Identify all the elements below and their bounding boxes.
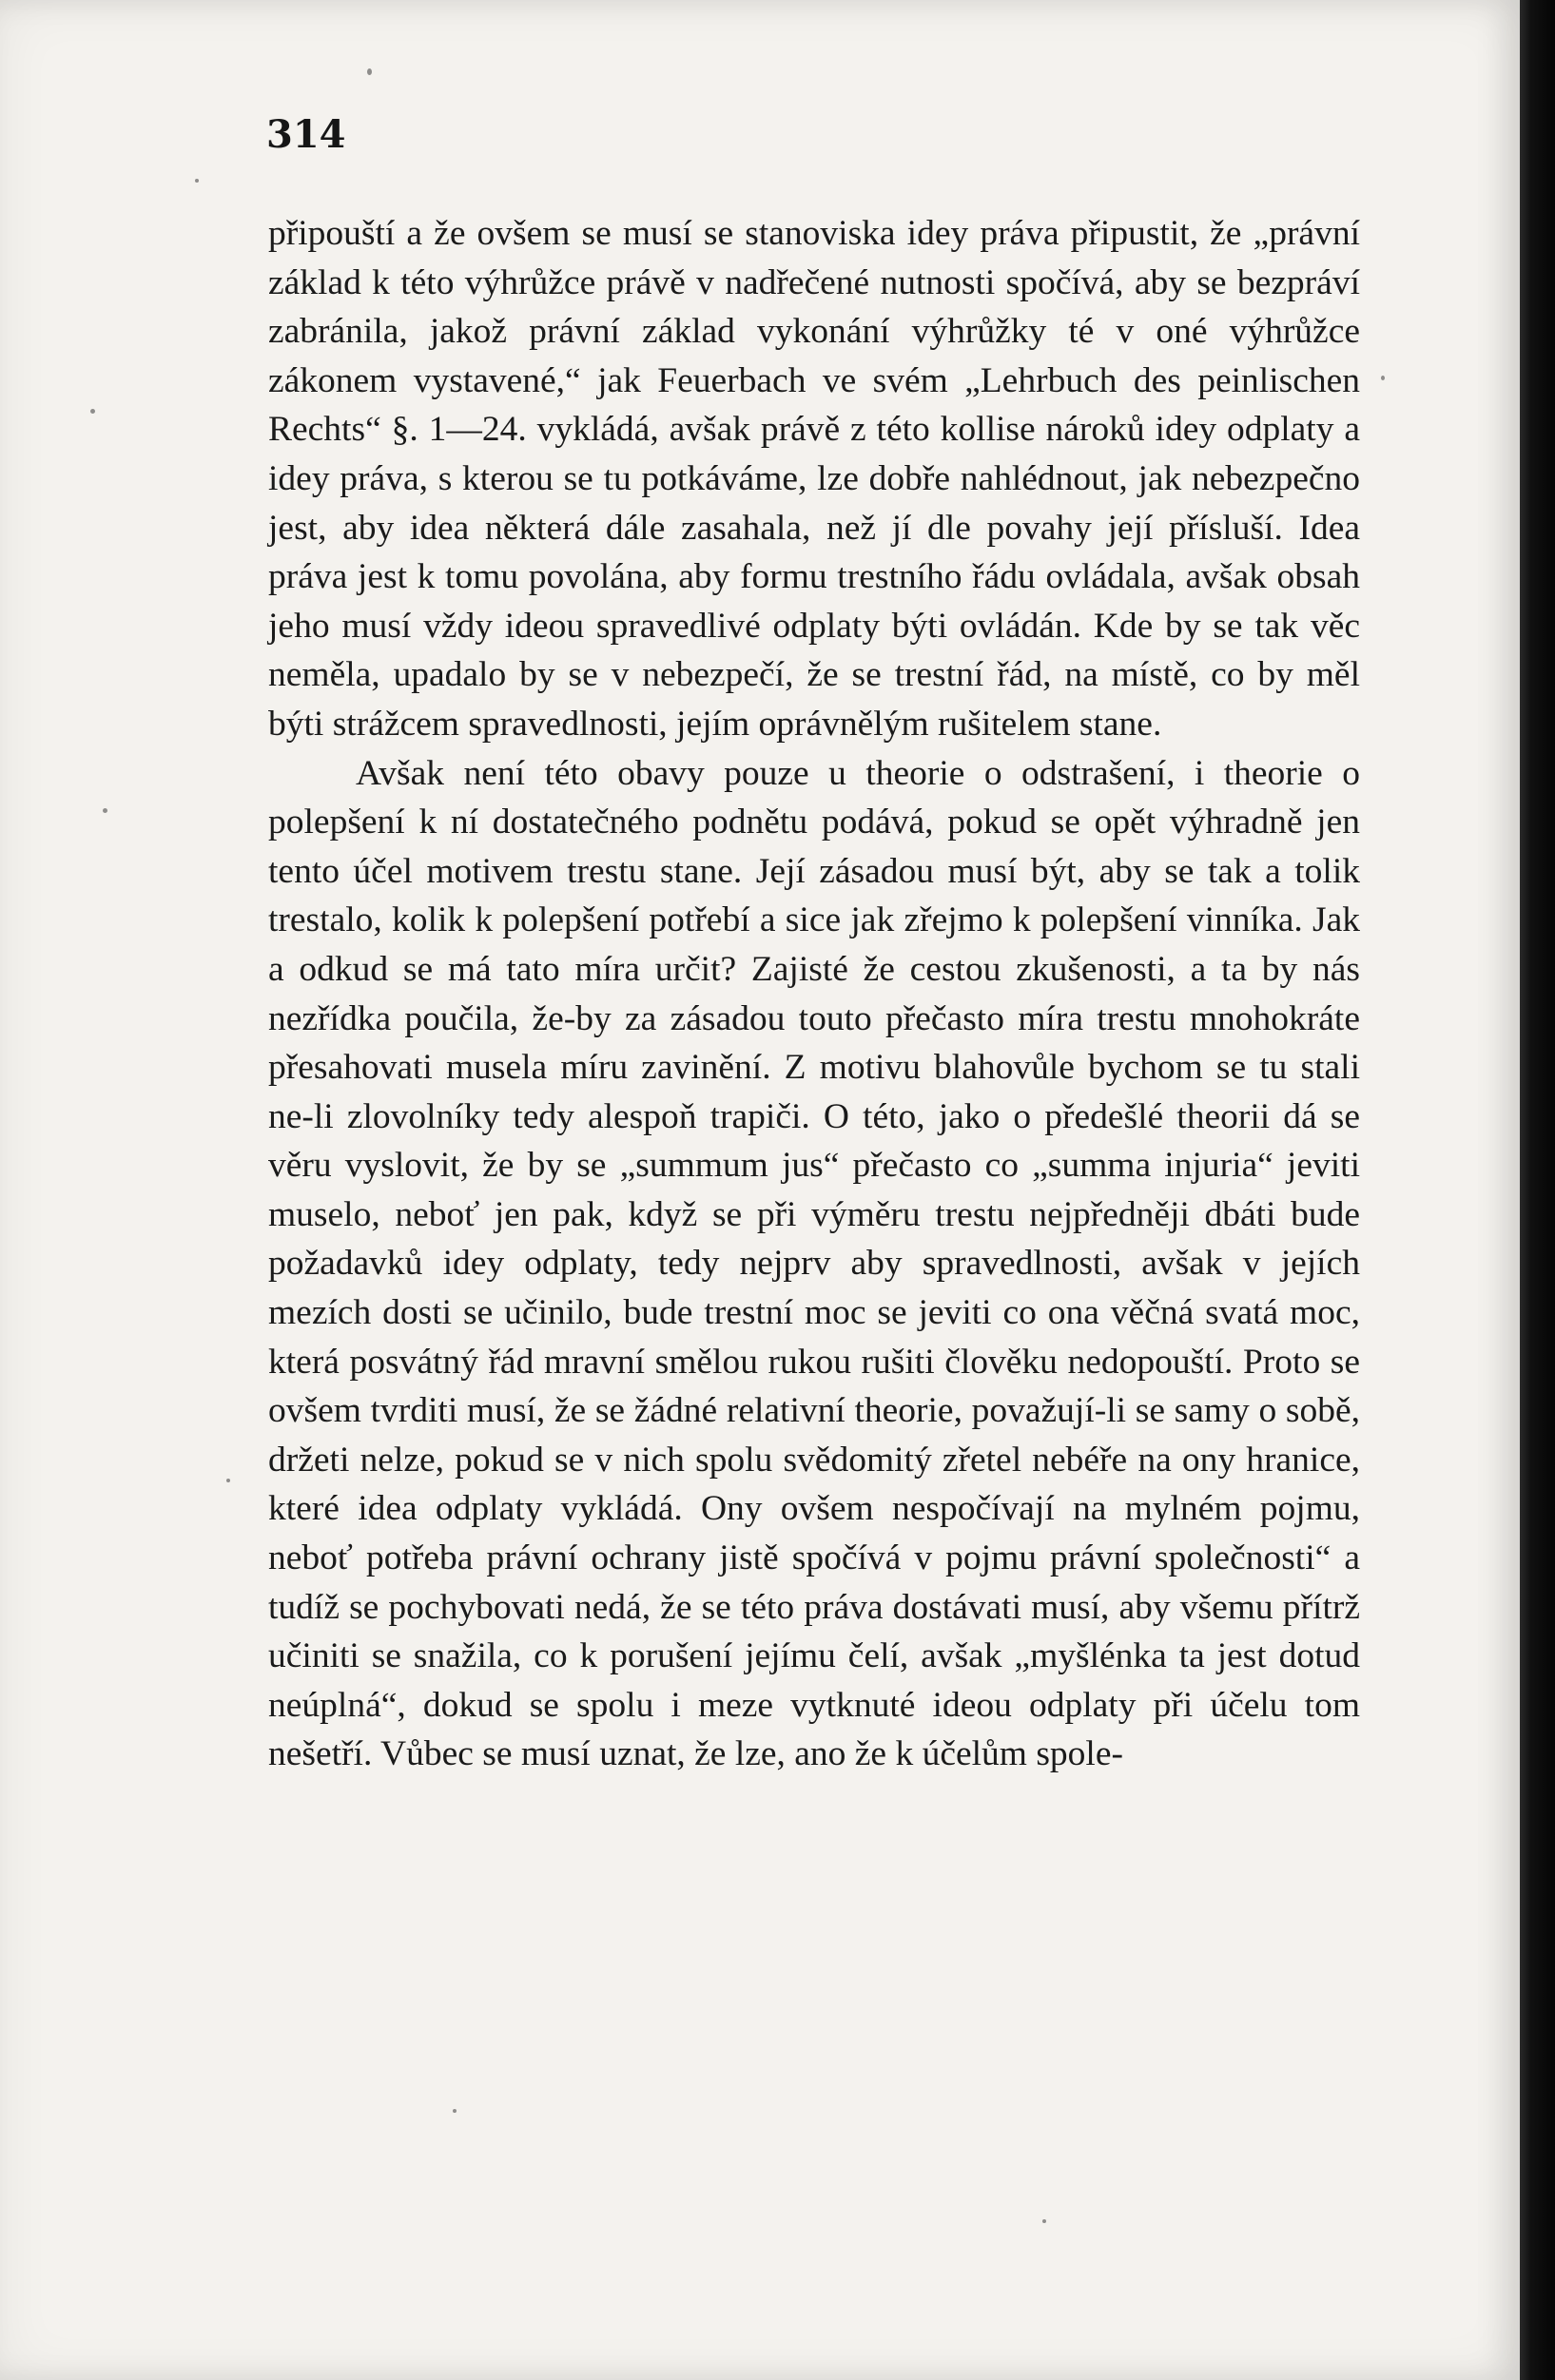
print-speck [90, 409, 95, 414]
page-edge [1520, 0, 1555, 2380]
print-speck [226, 1479, 230, 1482]
paragraph-2: Avšak není této obavy pouze u theorie o odstrašení, i theorie o polepšení k ní dostatečného podnětu podává, pokud se opět výhradně jen tento účel motivem trestu stane. Její zásadou musí být, aby se tak a tolik trestalo, kolik k polepšení potřebí a sice jak zřejmo k polepšení vinníka. Jak a odkud se má tato míra určit? Zajisté že cestou zkušenosti, a ta by nás nezřídka poučila, že-by za zásadou touto přečasto míra trestu mnohokráte přesahovati musela míru zavinění. Z motivu blahovůle bychom se tu stali ne-li zlovolníky tedy alespoň trapiči. O této, jako o předešlé theorii dá se věru vyslovit, že by se „summum jus“ přečasto co „summa injuria“ jeviti muselo, neboť jen pak, když se při výměru trestu nejpředněji dbáti bude požadavků idey odplaty, tedy nejprv aby spravedlnosti, avšak v jejích mezích dosti se učinilo, bude trestní moc se jeviti co ona věčná svatá moc, která posvátný řád mravní smělou rukou rušiti člověku nedopouští. Proto se ovšem tvrditi musí, že se žádné relativní theorie, považují-li se samy o sobě, držeti nelze, pokud se v nich spolu svědomitý zřetel nebéře na ony hranice, které idea odplaty vykládá. Ony ovšem nespočívají na mylném pojmu, neboť potřeba právní ochrany jistě spočívá v pojmu právní společnosti“ a tudíž se pochybovati nedá, že se této práva dostávati musí, aby všemu přítrž učiniti se snažila, co k porušení jejímu čelí, avšak „myšlénka ta jest dotud neúplná“, dokud se spolu i meze vytknuté ideou odplaty při účelu tom nešetří. Vůbec se musí uznat, že lze, ano že k účelům spole- [268, 753, 1360, 1774]
print-speck [103, 808, 107, 813]
print-speck [367, 68, 372, 75]
print-speck [1042, 2219, 1046, 2223]
print-speck [453, 2109, 457, 2113]
print-speck [1381, 376, 1385, 380]
body-text [268, 209, 1360, 1779]
page-number: 314 [266, 112, 346, 157]
paragraph-1: připouští a že ovšem se musí se stanoviska idey práva připustit, že „právní základ k této výhrůžce právě v nadřečené nutnosti spočívá, aby se bezpráví zabránila, jakož právní základ vykonání výhrůžky té v oné výhrůžce zákonem vystavené,“ jak Feuerbach ve svém „Lehrbuch des peinlischen Rechts“ §. 1—24. vykládá, avšak právě z této kollise nároků idey odplaty a idey práva, s kterou se tu potkáváme, lze dobře nahlédnout, jak nebezpečno jest, aby idea některá dále zasahala, než jí dle povahy její přísluší. Idea práva jest k tomu povolána, aby formu trestního řádu ovládala, avšak obsah jeho musí vždy ideou spravedlivé odplaty býti ovládán. Kde by se tak věc neměla, upadalo by se v nebezpečí, že se trestní řád, na místě, co by měl býti strážcem spravedlnosti, jejím oprávnělým rušitelem stane. [268, 214, 1360, 744]
print-speck [195, 179, 199, 183]
